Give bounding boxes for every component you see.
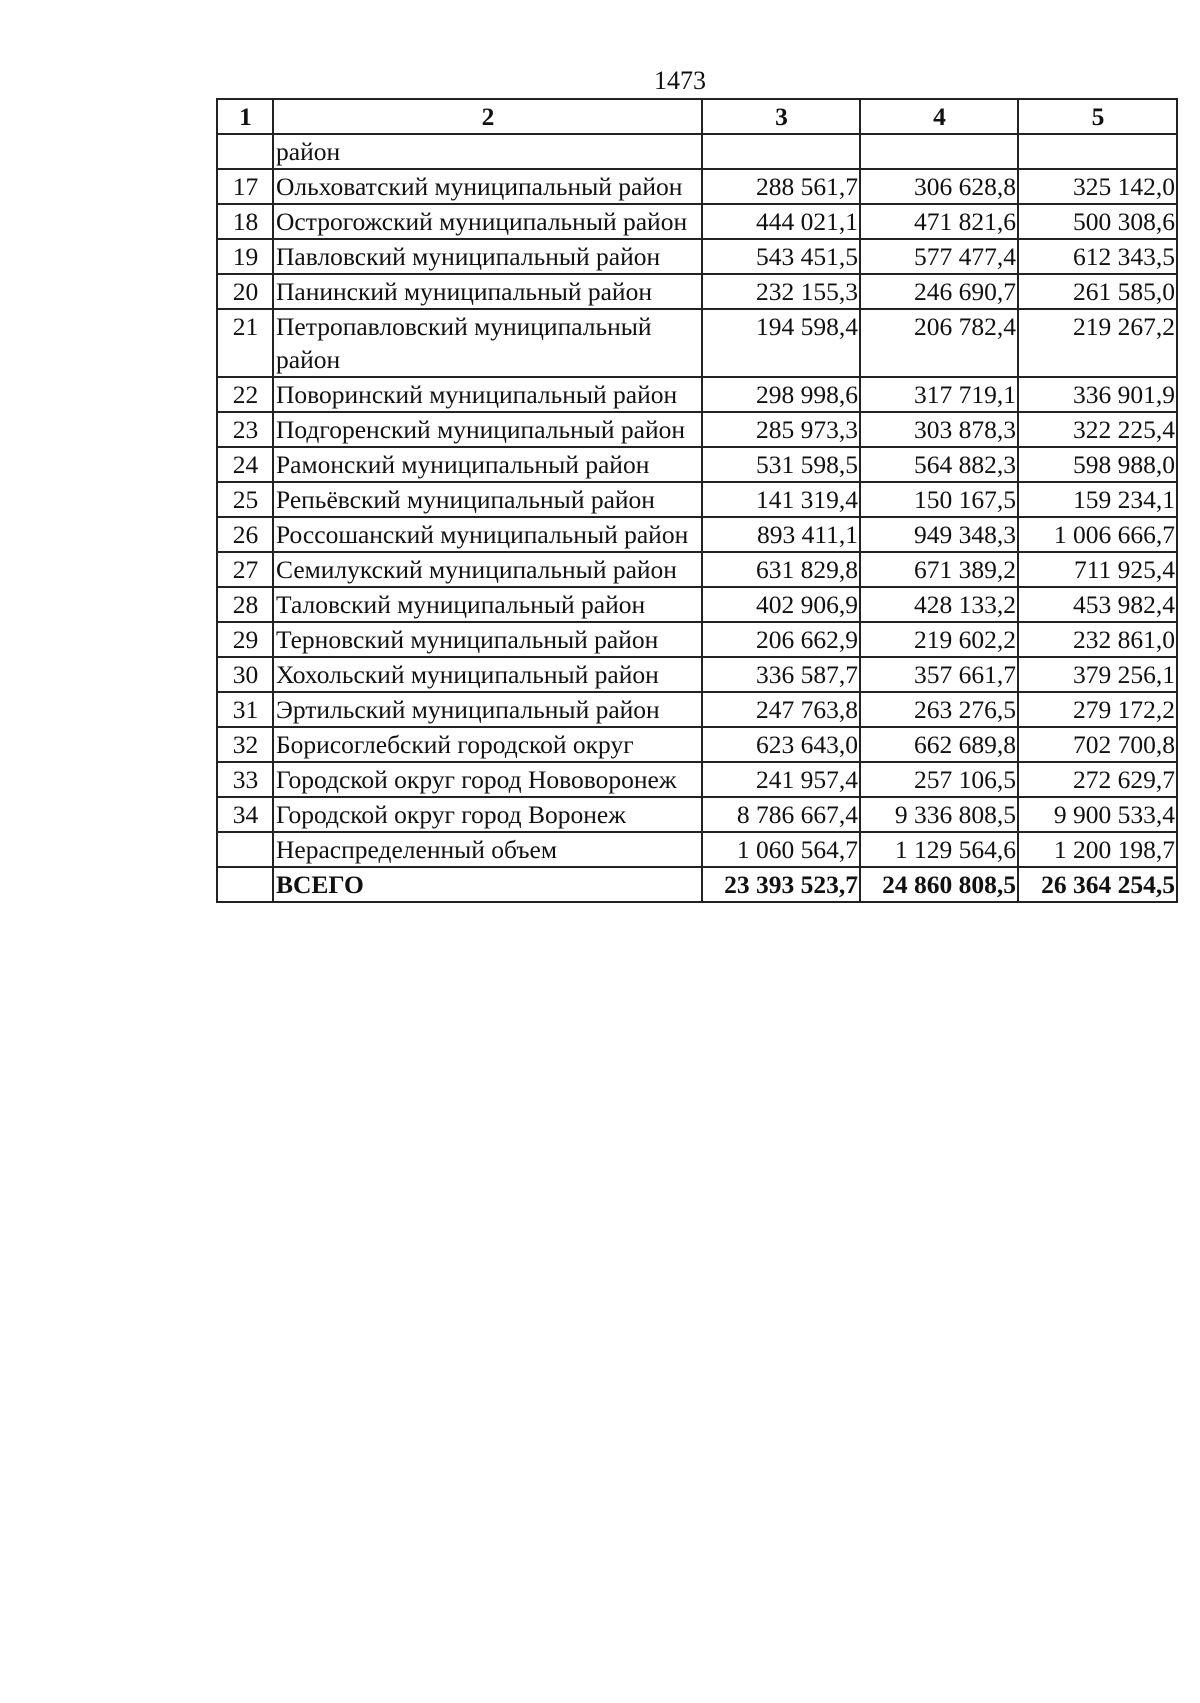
row-number: 32: [217, 727, 273, 762]
value-col-3: 623 643,0: [702, 727, 860, 762]
municipality-name: Борисоглебский городской округ: [273, 727, 702, 762]
table-row: [217, 517, 1177, 552]
municipality-name: Терновский муниципальный район: [273, 622, 702, 657]
value-col-4: 357 661,7: [860, 657, 1018, 692]
row-number: 29: [217, 622, 273, 657]
value-col-5: 1 006 666,7: [1018, 517, 1177, 552]
table-row: [217, 412, 1177, 447]
municipality-name: Городской округ город Нововоронеж: [273, 762, 702, 797]
value-col-5: 598 988,0: [1018, 447, 1177, 482]
row-number: 34: [217, 797, 273, 832]
value-col-4: 303 878,3: [860, 412, 1018, 447]
value-col-3: 194 598,4: [702, 309, 860, 377]
municipality-name: Эртильский муниципальный район: [273, 692, 702, 727]
value-col-4: 263 276,5: [860, 692, 1018, 727]
table-row: [217, 622, 1177, 657]
table-row: [217, 587, 1177, 622]
value-col-5: 159 234,1: [1018, 482, 1177, 517]
value-col-5: 500 308,6: [1018, 204, 1177, 239]
value-col-5: [1018, 134, 1177, 169]
value-col-3: 247 763,8: [702, 692, 860, 727]
value-col-3: 444 021,1: [702, 204, 860, 239]
value-col-4: 662 689,8: [860, 727, 1018, 762]
value-col-5: 325 142,0: [1018, 169, 1177, 204]
value-col-3: 23 393 523,7: [702, 867, 860, 902]
row-number: [217, 867, 273, 902]
row-number: 30: [217, 657, 273, 692]
municipality-name: Подгоренский муниципальный район: [273, 412, 702, 447]
municipality-name: Семилукский муниципальный район: [273, 552, 702, 587]
row-number: 25: [217, 482, 273, 517]
value-col-3: 141 319,4: [702, 482, 860, 517]
municipality-name: Хохольский муниципальный район: [273, 657, 702, 692]
value-col-3: 402 906,9: [702, 587, 860, 622]
value-col-5: 702 700,8: [1018, 727, 1177, 762]
value-col-4: 564 882,3: [860, 447, 1018, 482]
value-col-4: 9 336 808,5: [860, 797, 1018, 832]
value-col-3: 241 957,4: [702, 762, 860, 797]
table-row: [217, 797, 1177, 832]
table-row: [217, 482, 1177, 517]
row-number: 33: [217, 762, 273, 797]
row-number: 17: [217, 169, 273, 204]
row-number: [217, 134, 273, 169]
value-col-4: 306 628,8: [860, 169, 1018, 204]
row-number: 20: [217, 274, 273, 309]
header-cell-1: 1: [217, 99, 273, 134]
municipality-name: Репьёвский муниципальный район: [273, 482, 702, 517]
total-row: [217, 867, 1177, 902]
value-col-5: 711 925,4: [1018, 552, 1177, 587]
table-row: [217, 169, 1177, 204]
value-col-3: 232 155,3: [702, 274, 860, 309]
header-cell-2: 2: [273, 99, 702, 134]
municipality-name: Ольховатский муниципальный район: [273, 169, 702, 204]
row-number: 24: [217, 447, 273, 482]
value-col-3: 206 662,9: [702, 622, 860, 657]
municipality-name: Петропавловский муниципальный район: [273, 309, 702, 377]
table-row: [217, 832, 1177, 867]
value-col-3: 288 561,7: [702, 169, 860, 204]
row-number: 19: [217, 239, 273, 274]
value-col-4: [860, 134, 1018, 169]
value-col-4: 471 821,6: [860, 204, 1018, 239]
value-col-5: 612 343,5: [1018, 239, 1177, 274]
value-col-5: 261 585,0: [1018, 274, 1177, 309]
row-number: 27: [217, 552, 273, 587]
value-col-5: 279 172,2: [1018, 692, 1177, 727]
value-col-4: 577 477,4: [860, 239, 1018, 274]
municipality-name: ВСЕГО: [273, 867, 702, 902]
header-cell-3: 3: [702, 99, 860, 134]
value-col-5: 453 982,4: [1018, 587, 1177, 622]
table-row: [217, 657, 1177, 692]
value-col-5: 322 225,4: [1018, 412, 1177, 447]
municipality-name: Острогожский муниципальный район: [273, 204, 702, 239]
value-col-5: 336 901,9: [1018, 377, 1177, 412]
value-col-5: 9 900 533,4: [1018, 797, 1177, 832]
value-col-5: 1 200 198,7: [1018, 832, 1177, 867]
row-number: 31: [217, 692, 273, 727]
municipality-name: Таловский муниципальный район: [273, 587, 702, 622]
value-col-5: 379 256,1: [1018, 657, 1177, 692]
row-number: 28: [217, 587, 273, 622]
municipality-name: район: [273, 134, 702, 169]
value-col-4: 1 129 564,6: [860, 832, 1018, 867]
value-col-4: 24 860 808,5: [860, 867, 1018, 902]
value-col-4: 257 106,5: [860, 762, 1018, 797]
row-number: 23: [217, 412, 273, 447]
municipality-name: Рамонский муниципальный район: [273, 447, 702, 482]
table-row: [217, 204, 1177, 239]
value-col-3: [702, 134, 860, 169]
page-number: 1473: [654, 66, 706, 95]
value-col-3: 631 829,8: [702, 552, 860, 587]
table-row: [217, 239, 1177, 274]
value-col-5: 26 364 254,5: [1018, 867, 1177, 902]
value-col-3: 8 786 667,4: [702, 797, 860, 832]
table-row: [217, 552, 1177, 587]
municipality-name: Поворинский муниципальный район: [273, 377, 702, 412]
value-col-3: 285 973,3: [702, 412, 860, 447]
value-col-4: 246 690,7: [860, 274, 1018, 309]
row-number: 26: [217, 517, 273, 552]
value-col-3: 893 411,1: [702, 517, 860, 552]
value-col-3: 543 451,5: [702, 239, 860, 274]
row-number: 21: [217, 309, 273, 377]
value-col-4: 428 133,2: [860, 587, 1018, 622]
value-col-4: 671 389,2: [860, 552, 1018, 587]
value-col-3: 531 598,5: [702, 447, 860, 482]
value-col-4: 206 782,4: [860, 309, 1018, 377]
municipality-name: Нераспределенный объем: [273, 832, 702, 867]
value-col-4: 317 719,1: [860, 377, 1018, 412]
municipality-name: Панинский муниципальный район: [273, 274, 702, 309]
table-row: [217, 309, 1177, 377]
table-row: [217, 692, 1177, 727]
table-body: [217, 134, 1177, 902]
row-number: 18: [217, 204, 273, 239]
municipality-name: Россошанский муниципальный район: [273, 517, 702, 552]
value-col-3: 1 060 564,7: [702, 832, 860, 867]
value-col-3: 298 998,6: [702, 377, 860, 412]
value-col-4: 150 167,5: [860, 482, 1018, 517]
value-col-5: 232 861,0: [1018, 622, 1177, 657]
table-row: [217, 762, 1177, 797]
value-col-3: 336 587,7: [702, 657, 860, 692]
value-col-4: 219 602,2: [860, 622, 1018, 657]
row-number: 22: [217, 377, 273, 412]
table-row: [217, 377, 1177, 412]
municipality-name: Павловский муниципальный район: [273, 239, 702, 274]
value-col-4: 949 348,3: [860, 517, 1018, 552]
header-cell-5: 5: [1018, 99, 1177, 134]
value-col-5: 219 267,2: [1018, 309, 1177, 377]
table-header-row: [217, 99, 1177, 134]
budget-table: [216, 98, 1178, 903]
table-row: [217, 727, 1177, 762]
municipality-name: Городской округ город Воронеж: [273, 797, 702, 832]
value-col-5: 272 629,7: [1018, 762, 1177, 797]
table-row: [217, 274, 1177, 309]
row-number: [217, 832, 273, 867]
table-row: [217, 447, 1177, 482]
table-row: [217, 134, 1177, 169]
header-cell-4: 4: [860, 99, 1018, 134]
